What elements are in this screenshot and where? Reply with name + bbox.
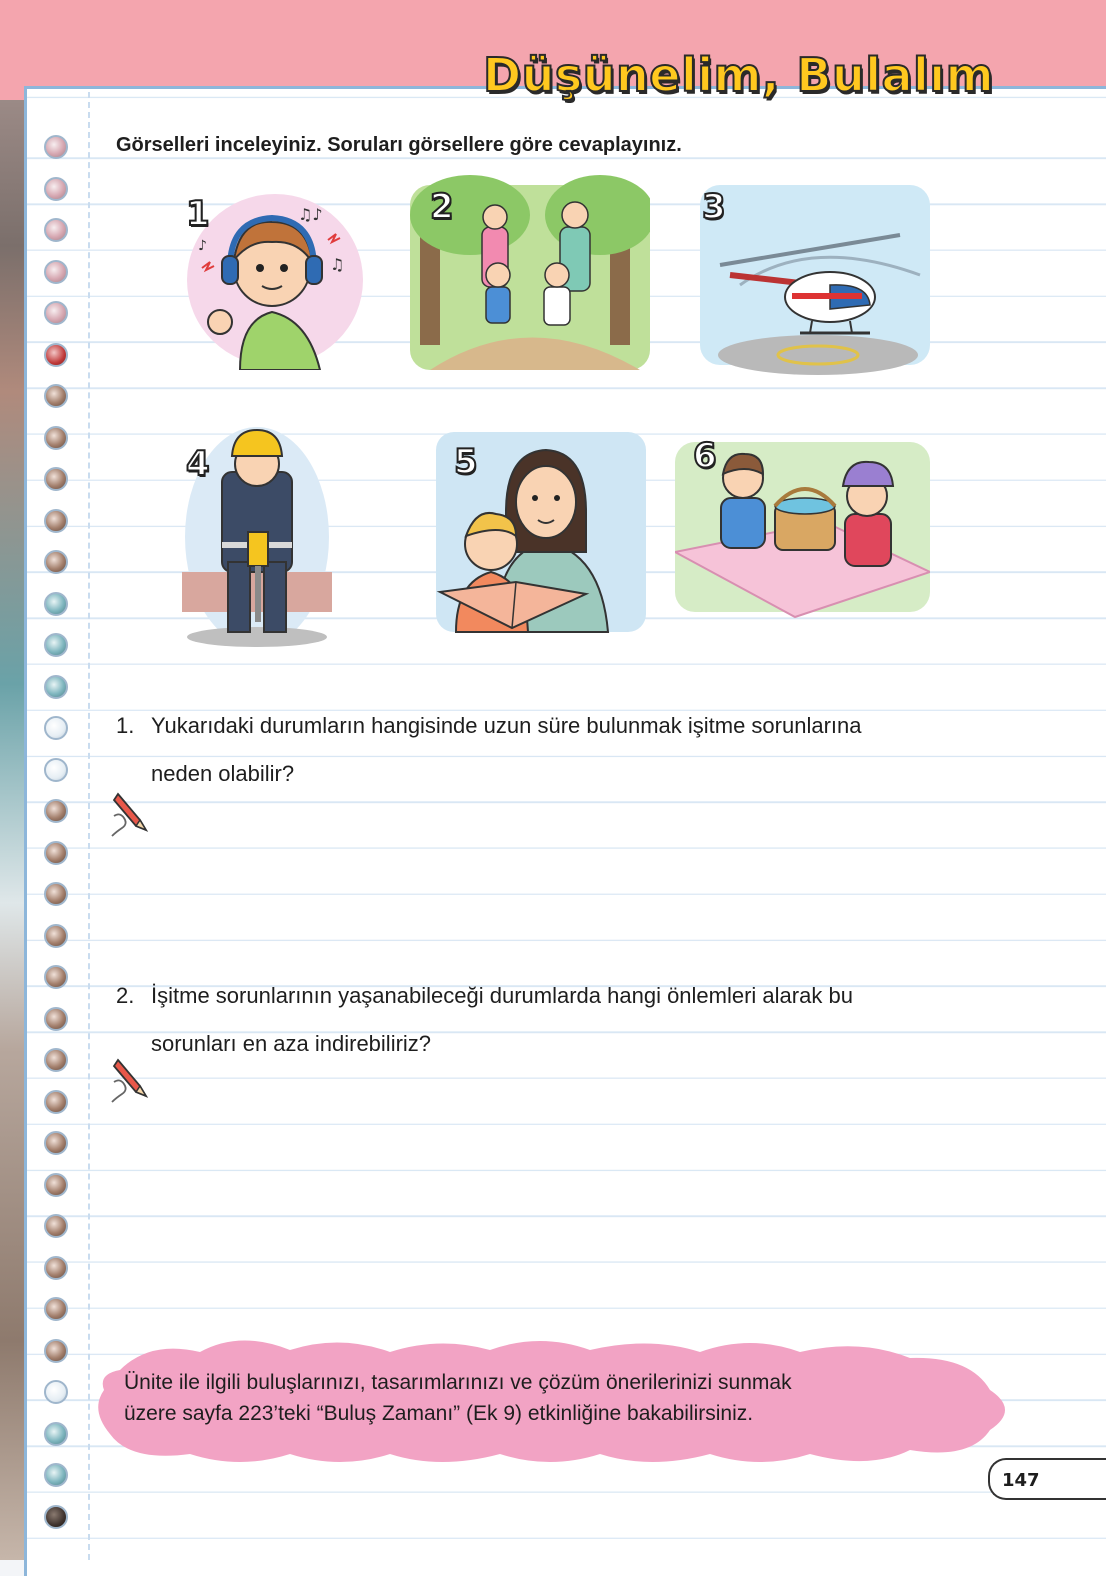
binding-hole — [44, 1463, 68, 1487]
binding-hole — [44, 550, 68, 574]
binding-hole — [44, 841, 68, 865]
binding-hole — [44, 592, 68, 616]
svg-text:♪: ♪ — [198, 238, 207, 254]
binding-hole — [44, 509, 68, 533]
binding-hole — [44, 675, 68, 699]
binding-hole — [44, 1007, 68, 1031]
binding-hole — [44, 965, 68, 989]
binding-hole — [44, 716, 68, 740]
binding-hole — [44, 426, 68, 450]
binding-hole — [44, 1131, 68, 1155]
binding-hole — [44, 799, 68, 823]
question-2 — [116, 972, 996, 1068]
binding-hole — [44, 467, 68, 491]
image-number: 3 — [702, 187, 726, 227]
binding-hole — [44, 1297, 68, 1321]
note-line1: Ünite ile ilgili buluşlarınızı, tasarımlarınızı ve çözüm önerilerinizi sunmak — [124, 1371, 792, 1394]
binding-hole — [44, 1422, 68, 1446]
image-number: 1 — [186, 194, 210, 234]
question-1 — [116, 702, 996, 798]
binding-hole — [44, 1214, 68, 1238]
binding-hole — [44, 218, 68, 242]
svg-text:♫: ♫ — [330, 255, 345, 274]
question-number: 1. — [116, 713, 135, 738]
instruction-text: Görselleri inceleyiniz. Soruları görsellere göre cevaplayınız. — [116, 134, 682, 156]
question-text-line1: Yukarıdaki durumların hangisinde uzun süre bulunmak işitme sorunlarına — [151, 713, 862, 738]
headphones-boy-illustration — [180, 180, 365, 374]
page-title: Düşünelim, Bulalım — [482, 48, 994, 102]
note-line2: üzere sayfa 223’teki “Buluş Zamanı” (Ek 9) etkinliğine bakabilirsiniz. — [124, 1402, 754, 1425]
background-photo-strip — [0, 100, 26, 1560]
family-walk-illustration — [410, 175, 650, 379]
binding-hole — [44, 1048, 68, 1072]
picnic-illustration — [675, 432, 930, 626]
binding-holes — [44, 135, 74, 1546]
binding-hole — [44, 1090, 68, 1114]
binding-hole — [44, 1380, 68, 1404]
binding-hole — [44, 384, 68, 408]
image-number: 2 — [430, 187, 454, 227]
binding-hole — [44, 135, 68, 159]
question-text-line2: sorunları en aza indirebiliriz? — [151, 1031, 432, 1056]
pencil-icon — [110, 786, 154, 842]
jackhammer-worker-illustration — [182, 422, 332, 656]
binding-hole — [44, 633, 68, 657]
image-number: 4 — [186, 444, 210, 484]
binding-hole — [44, 260, 68, 284]
page-number: 147 — [988, 1458, 1106, 1500]
question-text-line2: neden olabilir? — [151, 761, 295, 786]
binding-hole — [44, 758, 68, 782]
image-number: 5 — [454, 442, 478, 482]
note-text — [124, 1367, 984, 1429]
binding-hole — [44, 1339, 68, 1363]
pencil-icon — [110, 1052, 154, 1108]
image-number: 6 — [693, 436, 717, 476]
binding-hole — [44, 177, 68, 201]
binding-hole — [44, 301, 68, 325]
binding-hole — [44, 924, 68, 948]
reading-illustration — [436, 432, 646, 641]
question-text-line1: İşitme sorunlarının yaşanabileceği durumlarda hangi önlemleri alarak bu — [151, 983, 853, 1008]
binding-hole — [44, 1505, 68, 1529]
binding-hole — [44, 1173, 68, 1197]
svg-text:♫♪: ♫♪ — [298, 205, 323, 224]
binding-hole — [44, 1256, 68, 1280]
helicopter-illustration — [700, 175, 930, 384]
question-number: 2. — [116, 983, 135, 1008]
binding-hole — [44, 882, 68, 906]
binding-hole — [44, 343, 68, 367]
